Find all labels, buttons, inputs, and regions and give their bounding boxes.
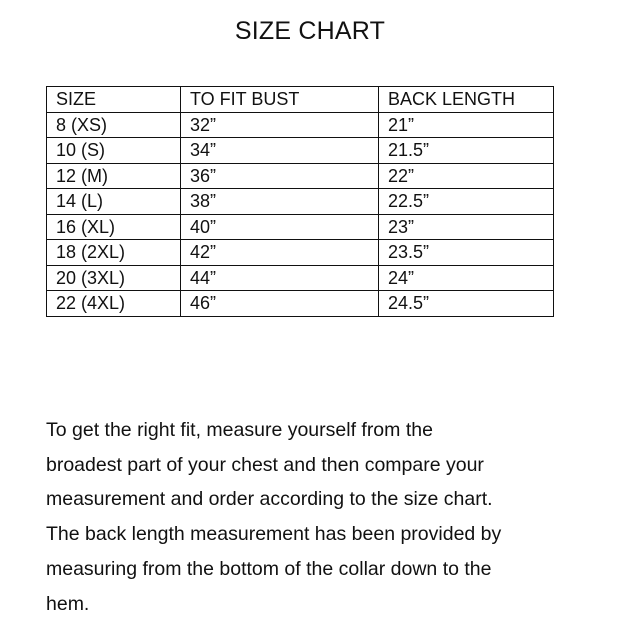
fit-instructions [46, 413, 586, 621]
table-row [47, 189, 554, 215]
cell-back-length: 23.5” [379, 240, 554, 266]
fit-instructions-line: measuring from the bottom of the collar down to the [46, 557, 492, 580]
cell-back-length: 21.5” [379, 138, 554, 164]
cell-size: 8 (XS) [47, 112, 181, 138]
cell-bust: 36” [181, 163, 379, 189]
cell-size: 16 (XL) [47, 214, 181, 240]
header-to-fit-bust: TO FIT BUST [181, 87, 379, 113]
cell-back-length: 24.5” [379, 291, 554, 317]
cell-back-length: 23” [379, 214, 554, 240]
cell-back-length: 21” [379, 112, 554, 138]
fit-instructions-line: To get the right fit, measure yourself from the [46, 419, 433, 441]
table-row [47, 138, 554, 164]
table-header-row [47, 87, 554, 113]
fit-instructions-line: broadest part of your chest and then compare your [46, 453, 484, 476]
cell-size: 14 (L) [47, 189, 181, 215]
cell-size: 22 (4XL) [47, 291, 181, 317]
table-row [47, 240, 554, 266]
table-row [47, 214, 554, 240]
cell-bust: 38” [181, 189, 379, 215]
fit-instructions-line: measurement and order according to the size chart. [46, 488, 493, 511]
table-row [47, 112, 554, 138]
cell-bust: 34” [181, 138, 379, 164]
size-table [46, 86, 554, 317]
cell-size: 18 (2XL) [47, 240, 181, 266]
cell-back-length: 22.5” [379, 189, 554, 215]
fit-instructions-line: The back length measurement has been provided by [46, 523, 502, 546]
fit-instructions-line: hem. [46, 592, 90, 615]
header-size: SIZE [47, 87, 181, 113]
cell-back-length: 22” [379, 163, 554, 189]
cell-size: 20 (3XL) [47, 265, 181, 291]
cell-back-length: 24” [379, 265, 554, 291]
cell-size: 10 (S) [47, 138, 181, 164]
cell-bust: 42” [181, 240, 379, 266]
cell-size: 12 (M) [47, 163, 181, 189]
header-back-length: BACK LENGTH [379, 87, 554, 113]
cell-bust: 32” [181, 112, 379, 138]
table-row [47, 291, 554, 317]
cell-bust: 40” [181, 214, 379, 240]
page-title: SIZE CHART [234, 17, 386, 45]
cell-bust: 46” [181, 291, 379, 317]
cell-bust: 44” [181, 265, 379, 291]
table-row [47, 265, 554, 291]
table-row [47, 163, 554, 189]
